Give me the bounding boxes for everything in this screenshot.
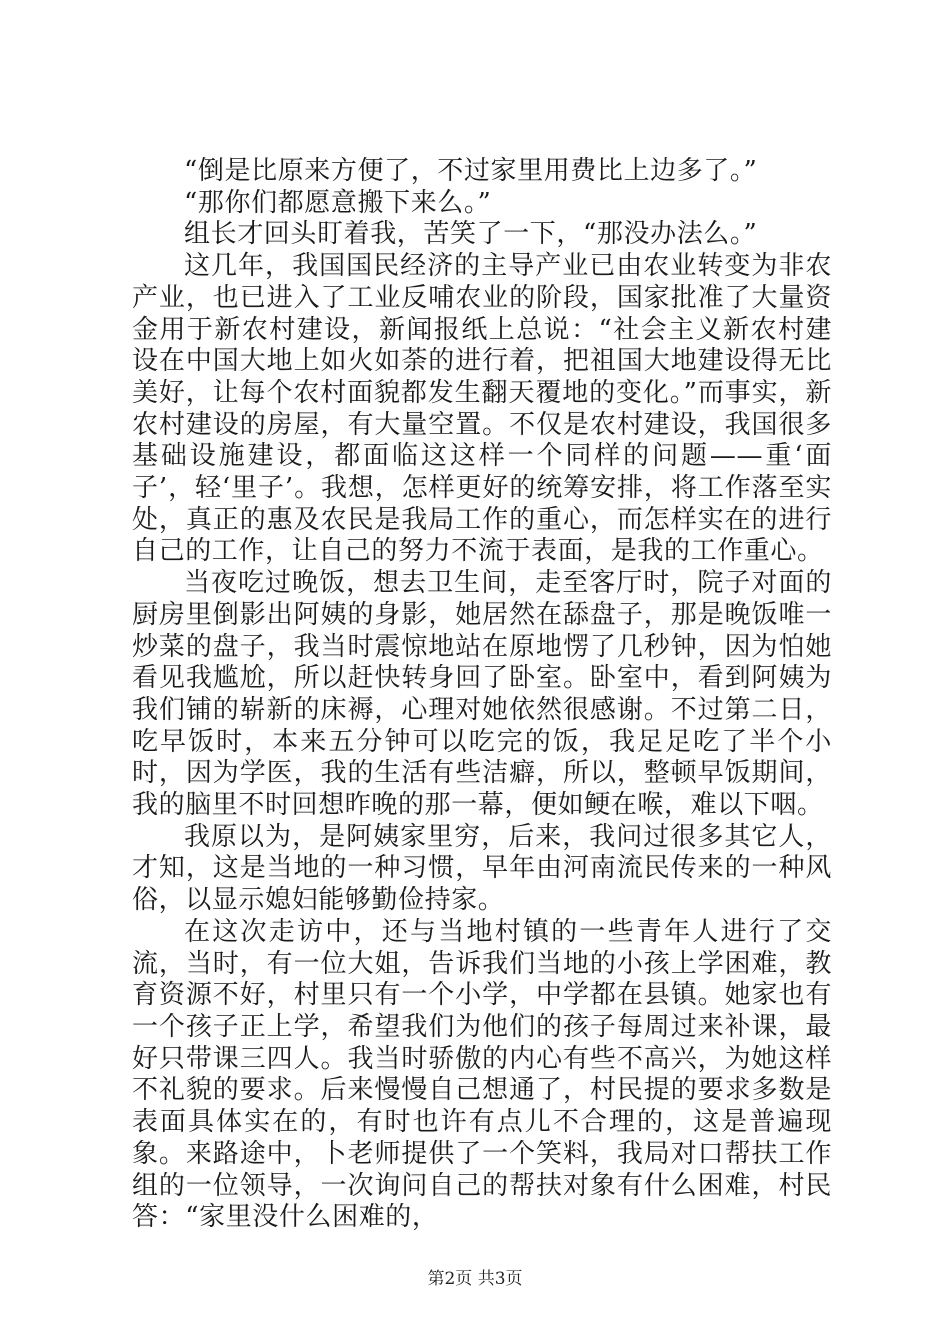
paragraph-dialogue-2: “那你们都愿意搬下来么。” xyxy=(184,187,492,218)
paragraph-rural-construction: 这几年，我国国民经济的主导产业已由农业转变为非农产业，也已进入了工业反哺农业的阶段，国家批准了大量资金用于新农村建设，新闻报纸上总说：“社会主义新农村建设在中国大地上如火如荼的进行着，把祖国大地建设得无比美好，让每个农村面貌都发生翻天覆地的变化。”而事实，新农村建设的房屋，有大量空置。不仅是农村建设，我国很多基础设施建设，都面临这这样一个同样的问题——重‘面子’，轻‘里子’。我想，怎样更好的统筹安排，将工作落至实处，真正的惠及农民是我局工作的重心，而怎样实在的进行自己的工作，让自己的努力不流于表面，是我的工作重心。 xyxy=(132,251,832,567)
document-body xyxy=(132,156,832,1234)
paragraph-evening-dinner: 当夜吃过晚饭，想去卫生间，走至客厅时，院子对面的厨房里倒影出阿姨的身影，她居然在舔盘子，那是晚饭唯一炒菜的盘子，我当时震惊地站在原地愣了几秒钟，因为怕她看见我尴尬，所以赶快转身回了卧室。卧室中，看到阿姨为我们铺的崭新的床褥，心理对她依然很感谢。不过第二日，吃早饭时，本来五分钟可以吃完的饭，我足足吃了半个小时，因为学医，我的生活有些洁癖，所以，整顿早饭期间，我的脑里不时回想昨晚的那一幕，便如鲠在喉，难以下咽。 xyxy=(132,568,832,821)
paragraph-local-custom: 我原以为，是阿姨家里穷，后来，我问过很多其它人，才知，这是当地的一种习惯，早年由河南流民传来的一种风俗，以显示媳妇能够勤俭持家。 xyxy=(132,821,832,916)
paragraph-dialogue-3: 组长才回头盯着我，苦笑了一下，“那没办法么。” xyxy=(184,219,758,250)
page-footer: 第2页 共3页 xyxy=(427,1269,523,1289)
paragraph-youth-exchange: 在这次走访中，还与当地村镇的一些青年人进行了交流，当时，有一位大姐，告诉我们当地的小孩上学困难，教育资源不好，村里只有一个小学，中学都在县镇。她家也有一个孩子正上学，希望我们为他们的孩子每周过来补课，最好只带课三四人。我当时骄傲的内心有些不高兴，为她这样不礼貌的要求。后来慢慢自己想通了，村民提的要求多数是表面具体实在的，有时也许有点儿不合理的，这是普遍现象。来路途中，卜老师提供了一个笑料，我局对口帮扶工作组的一位领导，一次询问自己的帮扶对象有什么困难，村民答：“家里没什么困难的， xyxy=(132,916,832,1233)
paragraph-dialogue-1: “倒是比原来方便了，不过家里用费比上边多了。” xyxy=(184,156,758,186)
